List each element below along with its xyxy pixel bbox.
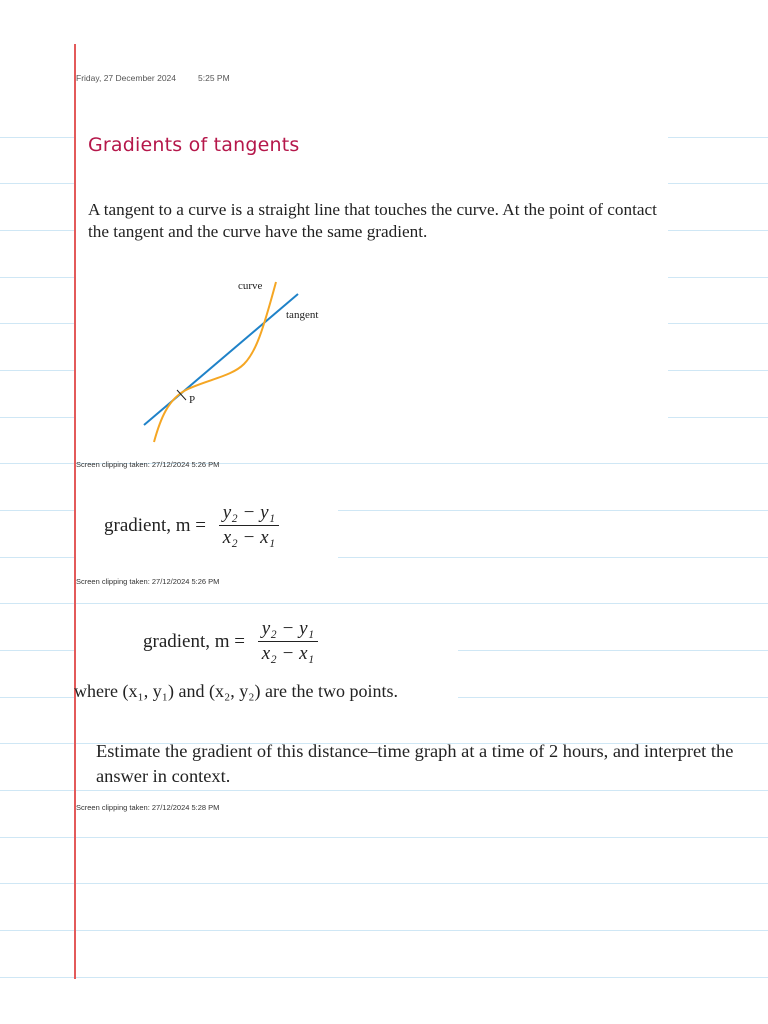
tangent-line [144,294,298,425]
tangent-diagram [130,270,345,450]
estimate-question: Estimate the gradient of this distance–time graph at a time of 2 hours, and interpret the answer in context. [96,741,734,786]
page-time: 5:25 PM [198,73,230,83]
page-date: Friday, 27 December 2024 [76,73,177,83]
formula-numerator: y₂ − y₁ [258,618,318,642]
where-text: where (x₁, y₁) and (x₂, y₂) are the two points. [74,681,399,701]
tangent-label: tangent [286,309,319,321]
formula-fraction [258,618,318,665]
ruled-line [0,837,768,838]
ruled-line [0,883,768,884]
ruled-line [0,930,768,931]
ruled-line [0,603,768,604]
formula-denominator: x₂ − x₁ [222,527,276,548]
curve-line [154,282,276,442]
formula-denominator: x₂ − x₁ [261,643,315,664]
formula-label: gradient, m = [143,630,250,652]
curve-label: curve [238,280,263,292]
point-label: P [189,394,196,406]
clipping-caption: Screen clipping taken: 27/12/2024 5:26 PM [76,577,220,586]
gradient-formula-2 [143,618,318,665]
page-meta [76,73,230,83]
formula-label: gradient, m = [104,514,211,536]
ruled-line [0,977,768,978]
formula-numerator: y₂ − y₁ [219,502,279,526]
clipping-caption: Screen clipping taken: 27/12/2024 5:26 PM [76,460,220,469]
definition-text: A tangent to a curve is a straight line that touches the curve. At the point of contact the tangent and the curve have the same gradient. [88,200,657,241]
clipping-caption: Screen clipping taken: 27/12/2024 5:28 PM [76,803,220,812]
gradient-formula-1 [104,502,279,549]
formula-fraction [219,502,279,549]
page-title: Gradients of tangents [88,134,300,156]
